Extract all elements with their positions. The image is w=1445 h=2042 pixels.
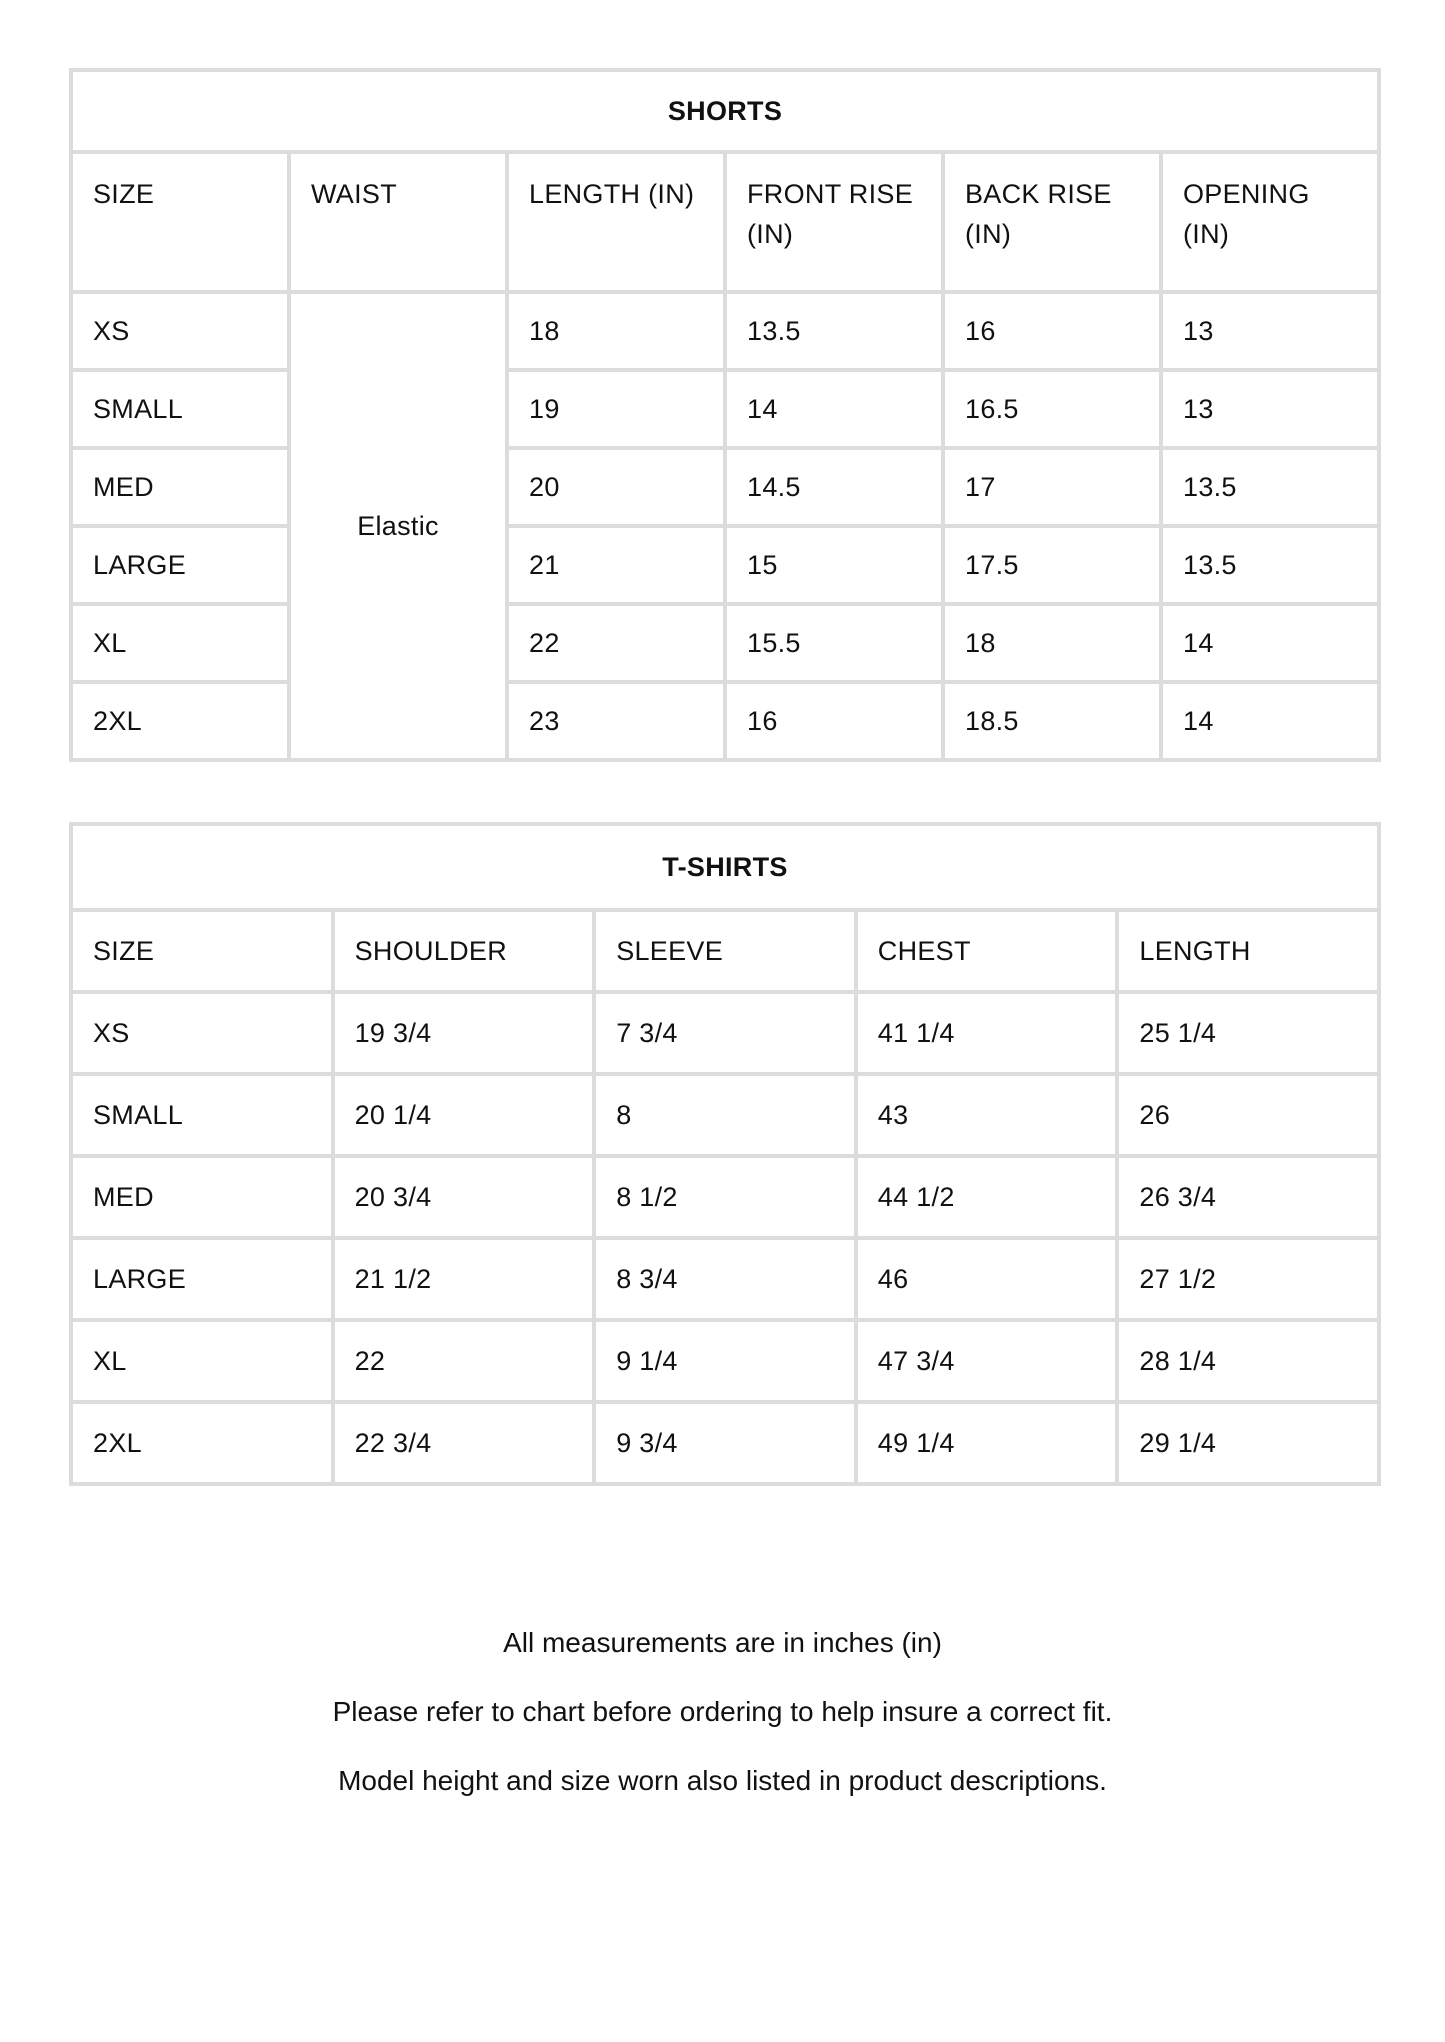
shorts-opening-cell: 14 xyxy=(1161,682,1379,760)
tshirts-chest-cell: 43 xyxy=(856,1074,1118,1156)
shorts-size-cell: 2XL xyxy=(71,682,289,760)
tshirts-header-sleeve: SLEEVE xyxy=(594,910,856,992)
table-row xyxy=(71,1402,1379,1484)
tshirts-sleeve-cell: 8 xyxy=(594,1074,856,1156)
shorts-title-row xyxy=(71,70,1379,152)
shorts-header-back-rise: BACK RISE (IN) xyxy=(943,152,1161,292)
shorts-size-cell: MED xyxy=(71,448,289,526)
tshirts-length-cell: 25 1/4 xyxy=(1117,992,1379,1074)
shorts-header-opening: OPENING (IN) xyxy=(1161,152,1379,292)
shorts-front-rise-cell: 15.5 xyxy=(725,604,943,682)
shorts-size-cell: SMALL xyxy=(71,370,289,448)
tshirts-header-length: LENGTH xyxy=(1117,910,1379,992)
shorts-length-cell: 23 xyxy=(507,682,725,760)
shorts-size-table xyxy=(69,68,1381,762)
shorts-opening-cell: 14 xyxy=(1161,604,1379,682)
tshirts-sleeve-cell: 8 1/2 xyxy=(594,1156,856,1238)
tshirts-size-cell: SMALL xyxy=(71,1074,333,1156)
tshirts-chest-cell: 44 1/2 xyxy=(856,1156,1118,1238)
tshirts-header-shoulder: SHOULDER xyxy=(333,910,595,992)
shorts-back-rise-cell: 18 xyxy=(943,604,1161,682)
shorts-front-rise-cell: 14.5 xyxy=(725,448,943,526)
shorts-back-rise-cell: 16 xyxy=(943,292,1161,370)
shorts-length-cell: 22 xyxy=(507,604,725,682)
tshirts-sleeve-cell: 7 3/4 xyxy=(594,992,856,1074)
note-refer-chart: Please refer to chart before ordering to help insure a correct fit. xyxy=(332,1696,1113,1727)
shorts-front-rise-cell: 14 xyxy=(725,370,943,448)
shorts-waist-cell: Elastic xyxy=(289,292,507,760)
shorts-front-rise-cell: 13.5 xyxy=(725,292,943,370)
tshirts-sleeve-cell: 8 3/4 xyxy=(594,1238,856,1320)
shorts-size-cell: XS xyxy=(71,292,289,370)
shorts-opening-cell: 13 xyxy=(1161,370,1379,448)
tshirts-shoulder-cell: 20 1/4 xyxy=(333,1074,595,1156)
table-row xyxy=(71,292,1379,370)
tshirts-length-cell: 27 1/2 xyxy=(1117,1238,1379,1320)
tshirts-chest-cell: 41 1/4 xyxy=(856,992,1118,1074)
shorts-front-rise-cell: 15 xyxy=(725,526,943,604)
shorts-opening-cell: 13 xyxy=(1161,292,1379,370)
tshirts-header-chest: CHEST xyxy=(856,910,1118,992)
shorts-opening-cell: 13.5 xyxy=(1161,448,1379,526)
shorts-header-front-rise: FRONT RISE (IN) xyxy=(725,152,943,292)
note-units: All measurements are in inches (in) xyxy=(503,1627,942,1658)
tshirts-shoulder-cell: 22 3/4 xyxy=(333,1402,595,1484)
tshirts-title: T-SHIRTS xyxy=(71,824,1379,910)
tshirts-length-cell: 26 3/4 xyxy=(1117,1156,1379,1238)
table-row xyxy=(71,1238,1379,1320)
tshirts-shoulder-cell: 20 3/4 xyxy=(333,1156,595,1238)
table-row xyxy=(71,1320,1379,1402)
shorts-header-size: SIZE xyxy=(71,152,289,292)
tshirts-chest-cell: 49 1/4 xyxy=(856,1402,1118,1484)
table-row xyxy=(71,682,1379,760)
tshirts-size-cell: 2XL xyxy=(71,1402,333,1484)
tshirts-chest-cell: 46 xyxy=(856,1238,1118,1320)
shorts-back-rise-cell: 17.5 xyxy=(943,526,1161,604)
tshirts-chest-cell: 47 3/4 xyxy=(856,1320,1118,1402)
shorts-header-length: LENGTH (IN) xyxy=(507,152,725,292)
tshirts-size-cell: XS xyxy=(71,992,333,1074)
table-row xyxy=(71,1156,1379,1238)
tshirts-shoulder-cell: 22 xyxy=(333,1320,595,1402)
tshirts-size-cell: LARGE xyxy=(71,1238,333,1320)
shorts-header-waist: WAIST xyxy=(289,152,507,292)
shorts-size-cell: XL xyxy=(71,604,289,682)
table-row xyxy=(71,992,1379,1074)
tshirts-title-row xyxy=(71,824,1379,910)
table-row xyxy=(71,448,1379,526)
shorts-length-cell: 20 xyxy=(507,448,725,526)
tshirts-length-cell: 26 xyxy=(1117,1074,1379,1156)
tshirts-header-row xyxy=(71,910,1379,992)
measurement-notes xyxy=(0,1625,1445,1832)
shorts-length-cell: 18 xyxy=(507,292,725,370)
tshirts-size-cell: MED xyxy=(71,1156,333,1238)
note-model-info: Model height and size worn also listed in product descriptions. xyxy=(338,1765,1107,1796)
shorts-opening-cell: 13.5 xyxy=(1161,526,1379,604)
shorts-header-row xyxy=(71,152,1379,292)
shorts-size-cell: LARGE xyxy=(71,526,289,604)
table-row xyxy=(71,1074,1379,1156)
tshirts-length-cell: 28 1/4 xyxy=(1117,1320,1379,1402)
table-row xyxy=(71,604,1379,682)
tshirts-shoulder-cell: 21 1/2 xyxy=(333,1238,595,1320)
shorts-title: SHORTS xyxy=(71,70,1379,152)
shorts-length-cell: 19 xyxy=(507,370,725,448)
tshirts-sleeve-cell: 9 3/4 xyxy=(594,1402,856,1484)
shorts-length-cell: 21 xyxy=(507,526,725,604)
shorts-back-rise-cell: 16.5 xyxy=(943,370,1161,448)
tshirts-header-size: SIZE xyxy=(71,910,333,992)
shorts-back-rise-cell: 17 xyxy=(943,448,1161,526)
table-row xyxy=(71,526,1379,604)
tshirts-sleeve-cell: 9 1/4 xyxy=(594,1320,856,1402)
tshirts-size-table xyxy=(69,822,1381,1486)
table-row xyxy=(71,370,1379,448)
tshirts-size-cell: XL xyxy=(71,1320,333,1402)
tshirts-length-cell: 29 1/4 xyxy=(1117,1402,1379,1484)
shorts-front-rise-cell: 16 xyxy=(725,682,943,760)
shorts-back-rise-cell: 18.5 xyxy=(943,682,1161,760)
tshirts-shoulder-cell: 19 3/4 xyxy=(333,992,595,1074)
